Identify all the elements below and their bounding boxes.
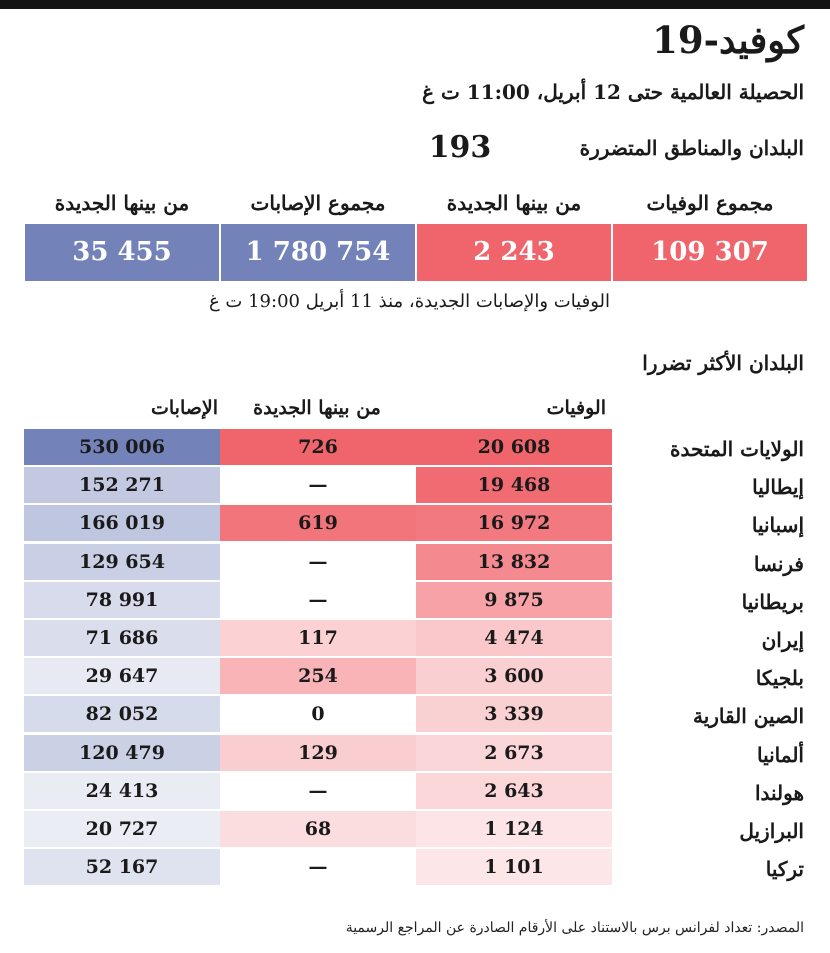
deaths-cell: 4 474 xyxy=(416,620,612,656)
country-name: بريطانيا xyxy=(741,589,804,614)
summary-total-deaths: 109 307 xyxy=(613,224,807,281)
new-deaths-cell: 117 xyxy=(220,620,416,656)
deaths-cell: 19 468 xyxy=(416,467,612,503)
cases-cell: 24 413 xyxy=(24,773,220,809)
deaths-cell: 2 673 xyxy=(416,735,612,771)
summary-header-new-deaths: من بينها الجديدة xyxy=(446,191,582,215)
deaths-cell: 20 608 xyxy=(416,429,612,465)
deaths-cell: 13 832 xyxy=(416,544,612,580)
cases-cell: 166 019 xyxy=(24,505,220,541)
summary-total-cases: 1 780 754 xyxy=(221,224,415,281)
country-name: الولايات المتحدة xyxy=(670,437,804,461)
summary-header-total-deaths: مجموع الوفيات xyxy=(646,191,774,215)
top-bar xyxy=(0,0,830,9)
deaths-cell: 1 101 xyxy=(416,849,612,885)
summary-header-total-cases: مجموع الإصابات xyxy=(250,191,386,215)
cases-cell: 71 686 xyxy=(24,620,220,656)
affected-countries-label: البلدان والمناطق المتضررة xyxy=(579,136,804,160)
new-deaths-cell: 0 xyxy=(220,696,416,732)
deaths-cell: 16 972 xyxy=(416,505,612,541)
column-header-cases: الإصابات xyxy=(150,397,218,419)
summary-new-cases: 35 455 xyxy=(25,224,219,281)
new-figures-note: الوفيات والإصابات الجديدة، منذ 11 أبريل 19:00 ت غ xyxy=(208,291,610,312)
affected-countries-count: 193 xyxy=(428,130,492,165)
country-name: فرنسا xyxy=(753,551,804,576)
deaths-cell: 3 339 xyxy=(416,696,612,732)
cases-cell: 78 991 xyxy=(24,582,220,618)
summary-new-deaths: 2 243 xyxy=(417,224,611,281)
new-deaths-cell: — xyxy=(220,773,416,809)
subtitle: الحصيلة العالمية حتى 12 أبريل، 11:00 ت غ xyxy=(422,80,804,104)
country-name: بلجيكا xyxy=(755,666,804,691)
new-deaths-cell: 726 xyxy=(220,429,416,465)
new-deaths-cell: — xyxy=(220,849,416,885)
deaths-cell: 1 124 xyxy=(416,811,612,847)
cases-cell: 20 727 xyxy=(24,811,220,847)
column-header-new: من بينها الجديدة xyxy=(253,397,381,419)
country-name: هولندا xyxy=(754,780,804,805)
new-deaths-cell: 129 xyxy=(220,735,416,771)
deaths-cell: 9 875 xyxy=(416,582,612,618)
cases-cell: 82 052 xyxy=(24,696,220,732)
cases-cell: 120 479 xyxy=(24,735,220,771)
cases-cell: 29 647 xyxy=(24,658,220,694)
new-deaths-cell: 619 xyxy=(220,505,416,541)
summary-header-new-cases: من بينها الجديدة xyxy=(54,191,190,215)
cases-cell: 530 006 xyxy=(24,429,220,465)
source-note: المصدر: تعداد لفرانس برس بالاستناد على الأرقام الصادرة عن المراجع الرسمية xyxy=(345,920,804,936)
country-name: تركيا xyxy=(765,857,804,882)
country-name: ألمانيا xyxy=(756,742,804,767)
cases-cell: 152 271 xyxy=(24,467,220,503)
new-deaths-cell: 254 xyxy=(220,658,416,694)
country-name: الصين القارية xyxy=(692,704,804,729)
deaths-cell: 3 600 xyxy=(416,658,612,694)
country-name: البرازيل xyxy=(739,819,804,843)
new-deaths-cell: — xyxy=(220,544,416,580)
country-name: إيطاليا xyxy=(752,475,804,500)
most-affected-title: البلدان الأكثر تضررا xyxy=(642,351,804,375)
deaths-cell: 2 643 xyxy=(416,773,612,809)
page-title: كوفيد-19 xyxy=(652,18,804,62)
country-name: إسبانيا xyxy=(751,513,804,538)
cases-cell: 52 167 xyxy=(24,849,220,885)
new-deaths-cell: — xyxy=(220,582,416,618)
new-deaths-cell: 68 xyxy=(220,811,416,847)
column-header-deaths: الوفيات xyxy=(546,397,606,419)
cases-cell: 129 654 xyxy=(24,544,220,580)
new-deaths-cell: — xyxy=(220,467,416,503)
country-name: إيران xyxy=(761,628,804,652)
